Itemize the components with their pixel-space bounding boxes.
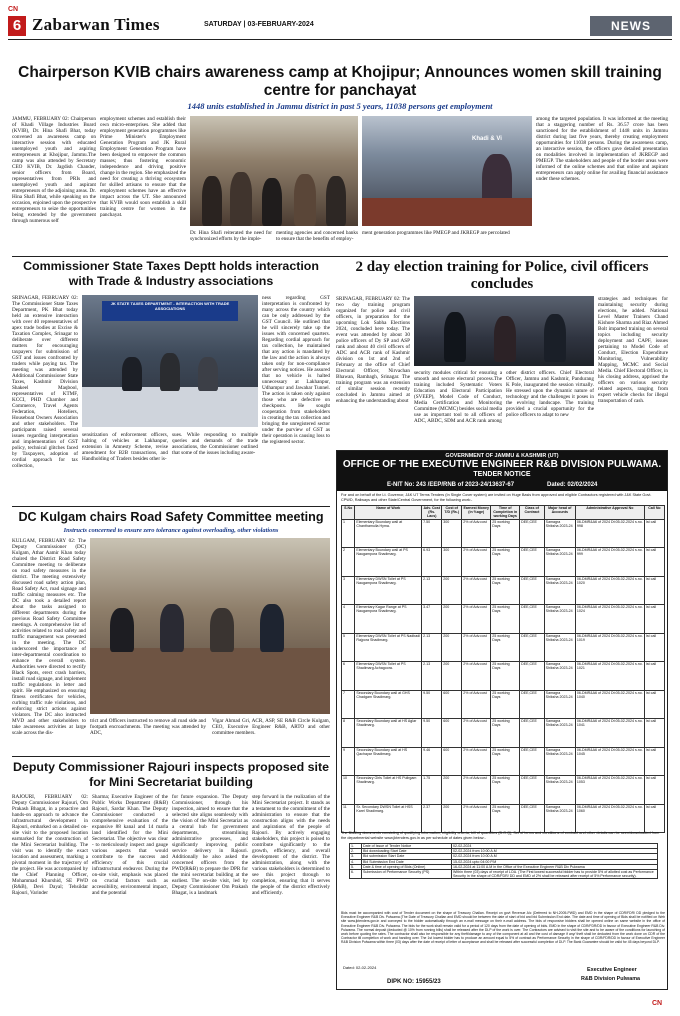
enit-date: Dated: 02/02/2024 bbox=[547, 482, 598, 488]
table-cell: 2 bbox=[342, 548, 355, 577]
schedule-cell: Date & time of opening of Bids (Online) bbox=[362, 864, 452, 869]
table-cell: 9.50 bbox=[422, 719, 442, 748]
table-cell: 200 bbox=[442, 662, 462, 691]
works-table bbox=[341, 505, 665, 833]
election-col-1: SRINAGAR, FEBRUARY 02: The two day training program organized for police and civil officers, in preparation for the upcoming Lok Sabha Elections 2024, concluded here today. The event was attended by about 30 police officers of Dy SP and ASP rank and about 40 civil officers of ADC and ACR rank of Kashmir division on 1st and 2nd of February at the office of Chief Electoral Officer, Nirvachan Bhawan, Rambagh, Srinagar. The training program was an extension of similar session recently concluded in Jammu aimed at enhancing the understanding about bbox=[336, 296, 410, 404]
schedule-cell: Bid submission Start Date bbox=[362, 854, 452, 859]
table-cell: Ist call bbox=[644, 519, 664, 548]
brand-logo: CN bbox=[8, 6, 19, 13]
schedule-table bbox=[349, 843, 658, 879]
table-cell: 3 bbox=[342, 576, 355, 605]
table-cell: DEE,CEE bbox=[520, 519, 545, 548]
table-cell: 06-DMR&A6 of 2024 Dt:05-02-2024 s.no. 1053 bbox=[575, 776, 644, 805]
official-figure bbox=[122, 357, 142, 391]
table-cell: Ist call bbox=[644, 747, 664, 776]
table-row bbox=[342, 747, 665, 776]
schedule-cell: 15-02-2024 upto 04:00 P.M bbox=[452, 859, 658, 864]
table-cell: 06-DMR&A6 of 2024 Dt:05-02-2024 s.no. 1041 bbox=[575, 719, 644, 748]
rajouri-col-4: step forward in the realization of the Mini Secretariat project. It stands as a testament to the commitment of the administration to ensure that the construction aligns with the needs and aspirations of the people of Rajouri. By actively engaging stakeholders, this project is poised to contribute significantly to the growth, efficiency, and overall development of the district. The administration, along with the various stakeholders is determined to see this project through to completion, ensuring that it serves the people of the district effectively and efficiently. bbox=[252, 794, 330, 896]
table-cell: 600 bbox=[442, 719, 462, 748]
signatory-office: R&B Division Pulwama bbox=[581, 976, 641, 982]
table-cell: Secondary Boundary wall at GHS Chadgam Shadimarg. bbox=[355, 690, 422, 719]
table-cell: Ist call bbox=[644, 576, 664, 605]
table-cell: 25 working Days bbox=[491, 747, 520, 776]
table-cell: 2.13 bbox=[422, 576, 442, 605]
table-cell: 10 bbox=[342, 776, 355, 805]
lead-col-4: menting agencies and concerned banks to ensure that the benefits of employ- bbox=[276, 230, 358, 242]
table-row bbox=[342, 804, 665, 833]
page-number-badge bbox=[8, 16, 26, 36]
schedule-cell: Bid Submission End Date bbox=[362, 859, 452, 864]
table-cell: 25 working Days bbox=[491, 776, 520, 805]
lead-photo-1 bbox=[190, 116, 358, 226]
table-cell: 2% of Adv.cost bbox=[462, 719, 491, 748]
table-cell: 1.75 bbox=[422, 776, 442, 805]
table-cell: 600 bbox=[442, 690, 462, 719]
table-cell: Ist call bbox=[644, 690, 664, 719]
table-cell: Elementary DWSN Toilet at PS Naugampora Shadimarg. bbox=[355, 576, 422, 605]
table-cell: 06-DMR&A6 of 2024 Dt:05-02-2024 s.no. 1021 bbox=[575, 662, 644, 691]
table-cell: 25 working Days bbox=[491, 548, 520, 577]
tax-headline: Commissioner State Taxes Deptt holds interaction with Trade & Industry associations bbox=[23, 259, 319, 288]
table-cell: 06-DMR&A6 of 2024 Dt:05-02-2024 s.no. 1045 bbox=[575, 747, 644, 776]
table-cell: 25 working Days bbox=[491, 804, 520, 833]
table-row bbox=[342, 519, 665, 548]
schedule-cell: 5. bbox=[350, 864, 362, 869]
table-cell: 200 bbox=[442, 776, 462, 805]
table-cell: 9.46 bbox=[422, 747, 442, 776]
masthead bbox=[8, 6, 672, 54]
table-cell: Sr. Secondary DWSN Toilet at HSS Karel Shadimarg. bbox=[355, 804, 422, 833]
table-cell: 11 bbox=[342, 804, 355, 833]
tax-col-1: SRINAGAR, FEBRUARY 02: The Commissioner State Taxes Department, PK Bhat today held an extensive interaction with over 40 representatives of apex trade bodies at Excise & Taxation Complex, Srinagar to deliberate over different matters for encouraging taxpayers for submission of GST and issues confronted by traders while paying tax. The meeting was attended by Additional Commissioner State Taxes, Kashmir Division Shakeel Maqbool, representatives of KTMF, KCCI, PHD Chamber and Commerce, Travel Agents Federation, Hoteliers, Houseboat Owners Association and other stakeholders. The participants raised several issues regarding interpretation and implementation of GST policy, technical glitches faced by Taxpayers, adoption of cordial approach for tax collection, bbox=[12, 295, 78, 469]
paper-name: Zabarwan Times bbox=[32, 15, 160, 34]
table-cell: Samagra Shiksha 2023-24 bbox=[544, 548, 575, 577]
table-cell: 200 bbox=[442, 633, 462, 662]
table-cell: 9.50 bbox=[422, 690, 442, 719]
conference-table bbox=[82, 387, 258, 427]
table-cell: 2.37 bbox=[422, 804, 442, 833]
kulgam-col-2: trict and Officers instructed to remove all road side and footpath encroachments. The meeting was attended by ADC, bbox=[90, 718, 206, 736]
trainer-figure bbox=[444, 312, 466, 362]
table-cell: 25 working Days bbox=[491, 519, 520, 548]
schedule-cell: Bid downloading Start Date bbox=[362, 849, 452, 854]
table-cell: Samagra Shiksha 2023-24 bbox=[544, 747, 575, 776]
dais-table bbox=[362, 198, 532, 226]
audience-figure bbox=[294, 174, 316, 226]
schedule-cell: Date of Issue of Tender Notice bbox=[362, 844, 452, 849]
election-headline: 2 day election training for Police, civil officers concludes bbox=[355, 259, 649, 292]
table-cell: DEE,CEE bbox=[520, 804, 545, 833]
masthead-rule bbox=[8, 39, 672, 40]
section-divider bbox=[12, 756, 330, 757]
table-row bbox=[342, 548, 665, 577]
schedule-cell: 3. bbox=[350, 854, 362, 859]
schedule-cell: 02-02-2024 from 10:00 A.M bbox=[452, 849, 658, 854]
table-cell: DEE,CEE bbox=[520, 776, 545, 805]
tender-title: TENDER NOTICE bbox=[473, 471, 531, 478]
schedule-row bbox=[350, 870, 658, 879]
table-cell: 2% of Adv.cost bbox=[462, 576, 491, 605]
schedule-cell: 2. bbox=[350, 849, 362, 854]
table-cell: Secondary Boundary wall at HS Qachayar Shadimarg. bbox=[355, 747, 422, 776]
official-figure bbox=[160, 353, 180, 391]
table-cell: Ist call bbox=[644, 633, 664, 662]
rajouri-col-2: Sharma; Executive Engineer of the Public Works Department (R&B) Rajouri, Sardar Khan. The Deputy Commissioner conducted a comprehensive evaluation of the expansive 88 kanal and 14 marla land identified for the Mini Secretariat. The objective was clear - to meticulously inspect and gauge various aspects that would contribute to the success and efficiency of this crucial infrastructural endeavor. During the on-site visit, emphasis was placed on crucial factors such as accessibility, environmental impact, and the potential bbox=[92, 794, 168, 896]
table-cell: Samagra Shiksha 2023-24 bbox=[544, 776, 575, 805]
works-table-header bbox=[342, 506, 665, 520]
table-cell: Samagra Shiksha 2023-24 bbox=[544, 690, 575, 719]
table-cell: 8 bbox=[342, 719, 355, 748]
meeting-table bbox=[90, 648, 330, 714]
official-figure bbox=[210, 608, 234, 652]
schedule-cell: 02-02-2024 bbox=[452, 844, 658, 849]
works-table-header-cell: S.No bbox=[342, 506, 355, 520]
works-table-header-cell: Major head of Accounts bbox=[544, 506, 575, 520]
table-cell: Samagra Shiksha 2023-24 bbox=[544, 633, 575, 662]
trainer-figure bbox=[544, 314, 566, 362]
lead-col-2: employment schemes and establish their own micro-enterprises. She added that employment generation programmes like Prime Minister's Employment Generation Program and JK Rural Employment Generation Program have been designed to empower the common masses; thus fostering economic independence and driving positive change in the region. She emphasized the need for creating a thriving ecosystem for skilled artisans to ensure that the employment schemes have an effective impact across the UT. She announced that KVIB would soon establish a skill training centre for women in the panchayat. bbox=[100, 116, 186, 218]
tax-photo bbox=[82, 295, 258, 427]
election-col-4: strategies and techniques for maintaining security during elections, he added. National Level Master Trainers Chand Kishore Sharma and Riaz Ahmed Bolt imparted training on several topics including security deployment and CAPF, issues pertaining to Model Code of Conduct, Election Expenditure Monitoring, Vulnerability Mapping, MCMC and Social Media. Chief Electoral Officer, in his closing address, apprised the officers on various security related aspects, ranging from expert vehicle checks for illegal transportation of cash. bbox=[598, 296, 668, 404]
kulgam-col-3: Vigar Ahmad Gri, ACR, ASP, SE R&B Circle Kulgam, CEO, Executive Engineer R&B, ARTO and other committee members. bbox=[212, 718, 330, 736]
table-cell: Ist call bbox=[644, 719, 664, 748]
table-cell: 25 working Days bbox=[491, 690, 520, 719]
table-cell: 2% of Adv.cost bbox=[462, 776, 491, 805]
audience-figure bbox=[230, 172, 252, 226]
table-cell: 4 bbox=[342, 605, 355, 634]
table-cell: 200 bbox=[442, 804, 462, 833]
dipk-number: DIPK NO: 15955/23 bbox=[387, 979, 441, 985]
table-cell: 2.13 bbox=[422, 633, 442, 662]
trainer-figure bbox=[494, 316, 516, 362]
table-cell: Samagra Shiksha 2023-24 bbox=[544, 804, 575, 833]
official-figure bbox=[260, 604, 284, 652]
rajouri-col-3: for future expansion. The Deputy Commissioner, through his inspection, aimed to ensure that the selected site aligns seamlessly with the vision of the Mini Secretariat as a central hub for government departments, streamlining administrative processes, and significantly improving public service delivery in Rajouri. Additionally he also asked the concerned officers from the PWD(R&B) to prepare the DPR for the mini secretariat building at the earliest. The on-site visit, led by Deputy Commissioner Om Prakash Bhagat, is a landmark bbox=[172, 794, 248, 896]
schedule-cell: Within three (03) days of receipt of LOA. (The First lowest successful bidder has to provide 5% of allotted cost as Performance Security in the shape of CDR/FDR/ DD and EMD of 2% shall be released after receipt of 5% Performance security). bbox=[452, 870, 658, 879]
table-cell: 2% of Adv.cost bbox=[462, 747, 491, 776]
works-table-header-cell: Cost of T/D (Rs.) bbox=[442, 506, 462, 520]
table-cell: 2% of Adv.cost bbox=[462, 804, 491, 833]
table-cell: 6 bbox=[342, 662, 355, 691]
table-cell: Samagra Shiksha 2023-24 bbox=[544, 576, 575, 605]
tax-col-2: sensitization of enforcement officers, halting of vehicles at Lakhanpur, extension in Amnesty Scheme, revise amendment for B2B transactions, and Handholding of Traders besides other is- bbox=[82, 432, 168, 462]
table-cell: 300 bbox=[442, 519, 462, 548]
table-cell: 25 working Days bbox=[491, 633, 520, 662]
table-cell: 06-DMR&A6 of 2024 Dt:05-02-2024 s.no. 1040 bbox=[575, 690, 644, 719]
issue-date: SATURDAY | 03-FEBRUARY-2024 bbox=[204, 21, 314, 28]
tender-note: The Bidding documents consisting of qualifying information, eligibility criteria, bill of quantities (B.O.Q), Set of terms and conditions of contract and other details can be seen/downloaded from the departmental website www.jktenders.gov.in as per schedule of dates given below:- bbox=[341, 831, 660, 840]
kulgam-headline: DC Kulgam chairs Road Safety Committee meeting bbox=[18, 510, 324, 524]
table-cell: Ist call bbox=[644, 548, 664, 577]
table-cell: 6.93 bbox=[422, 548, 442, 577]
office-name: OFFICE OF THE EXECUTIVE ENGINEER R&B DIVISION PULWAMA. bbox=[342, 459, 662, 470]
table-cell: DEE,CEE bbox=[520, 719, 545, 748]
table-row bbox=[342, 662, 665, 691]
table-cell: DEE,CEE bbox=[520, 662, 545, 691]
table-cell: 2.13 bbox=[422, 662, 442, 691]
table-cell: Samagra Shiksha 2023-24 bbox=[544, 719, 575, 748]
section-divider bbox=[12, 256, 668, 257]
schedule-cell: 02-02-2024 from 10:00 A.M bbox=[452, 854, 658, 859]
rajouri-headline: Deputy Commissioner Rajouri inspects proposed site for Mini Secretariat building bbox=[12, 760, 330, 789]
table-cell: Ist call bbox=[644, 662, 664, 691]
table-cell: 06-DMR&A6 of 2024 Dt:05-02-2024 s.no. 1024 bbox=[575, 605, 644, 634]
table-cell: DEE,CEE bbox=[520, 747, 545, 776]
works-table-header-cell: Name of Work bbox=[355, 506, 422, 520]
lead-col-6: among the targeted population. It was informed at the meeting that a staggering number of Rs. 36.57 crore has been sanctioned for the establishment of 1448 units in Jammu district during last five years, thereby creating employment opportunities for 11038 persons. During the awareness camp, an interactive session, the officers gave detailed presentation on modalities involved in implementation of JKREGP and PMEGP. The stakeholders and people of the border areas were informed of the online schemes and that online and aspirant entrepreneurs can apply online for availing financial assistance under these schemes. bbox=[536, 116, 668, 182]
table-cell: 7 bbox=[342, 690, 355, 719]
table-cell: 2% of Adv.cost bbox=[462, 662, 491, 691]
tender-notice bbox=[336, 450, 668, 990]
election-col-2: security modules critical for ensuring a smooth and secure electoral process.The training included Systematic Voters Education and Electoral Participation (SVEEP), Model Code of Conduct, Media Certification and Monitoring Committee (MCMC) besides social media use as important tool to all officers of ADC, ABDC, SDM and ACR rank among bbox=[414, 370, 502, 424]
table-cell: 5 bbox=[342, 633, 355, 662]
table-row bbox=[342, 576, 665, 605]
order-date: Dated: 02-02-2024 bbox=[343, 965, 377, 970]
table-row bbox=[342, 719, 665, 748]
lead-photo-2 bbox=[362, 116, 532, 226]
works-table-header-cell: Class of Contract bbox=[520, 506, 545, 520]
lead-col-5: ment generation programmes like PMEGP and JKREGP are percolated bbox=[362, 230, 510, 236]
table-cell: Secondary Girls Toilet at HS Pulirgam Shadimarg. bbox=[355, 776, 422, 805]
audience-figure bbox=[326, 176, 346, 226]
election-photo bbox=[414, 296, 594, 366]
table-cell: 300 bbox=[442, 548, 462, 577]
works-table-body bbox=[342, 519, 665, 833]
signatory-title: Executive Engineer bbox=[587, 967, 637, 973]
govt-name: GOVERNMENT OF JAMMU & KASHMIR (UT) bbox=[445, 453, 559, 459]
table-cell: 1 bbox=[342, 519, 355, 548]
tender-intro: For and on behalf of the Lt. Governor, J&K UT Terms Tenders (In Single Cover system) are invited on Huge Basis from approved and eligible Contractors registered with J&K State Govt. CPWD, Railways and other State/Central Government, for the following work:- bbox=[341, 493, 652, 502]
table-cell: 25 working Days bbox=[491, 605, 520, 634]
table-row bbox=[342, 776, 665, 805]
table-cell: Elementary Boundary wall at Chanthamulla Hyma. bbox=[355, 519, 422, 548]
table-cell: Elementary Kagar Range at PS Naugampora Shadimarg. bbox=[355, 605, 422, 634]
tax-col-3: sues. While responding to multiple queries and demands of the trade associations, the Commissioner outlined that some of the issues including aware- bbox=[172, 432, 258, 456]
tender-header bbox=[337, 451, 667, 491]
table-cell: 200 bbox=[442, 605, 462, 634]
lead-col-3: Dr. Hina Shafi reiterated the need for synchronized efforts by the imple- bbox=[190, 230, 272, 242]
kulgam-photo bbox=[90, 538, 330, 714]
kulgam-col-1: KULGAM, FEBRUARY 02: The Deputy Commissioner (DC) Kulgam, Athar Aamir Khan today chaired the District Road Safety Committee meeting to deliberate on road safety measures in the district. The meeting extensively discussed road safety action plan, Road Safety Act, road signage and traffic calming measures etc. The DC also took a detailed report about the tasks assigned to different departments during the previous Road Safety Committee meetings. A comprehensive list of activities related to road safety and traffic management was presented in the meeting. The DC underscored the importance of inter-departmental coordination to enhance the overall system. Authorities were directed to rectify Black Spots, erect crash barriers, install road signage, and implement traffic regulations in letter and spirit. He emphasized on ensuring fitness certificates for vehicles, curbing traffic rule violations, and enforcing strict actions against violators. The DC also instructed MVD and other stakeholders to take awareness activities at large scale across the dis- bbox=[12, 538, 86, 736]
table-row bbox=[342, 605, 665, 634]
table-cell: 25 working Days bbox=[491, 576, 520, 605]
footer-logo: CN bbox=[652, 1000, 663, 1007]
table-cell: 06-DMR&A6 of 2024 Dt:05-02-2024 s.no. 999 bbox=[575, 548, 644, 577]
works-table-header-cell: Administrative Approval No bbox=[575, 506, 644, 520]
table-cell: Samagra Shiksha 2023-24 bbox=[544, 519, 575, 548]
rajouri-col-1: RAJOURI, FEBRUARY 02: Deputy Commissioner Rajouri, Om Prakash Bhagat, in a proactive and hands-on approach to advance the infrastructural development in Rajouri, embarked on a detailed on-site visit to the proposed location earmarked for the construction of the Mini Secretariat building. The visit was to identify the exact location and assessment, marking a pivotal moment in the trajectory of the project. He was accompanied by the Chief Planning Officer, Mohammad Khurshid, SE PWD (R&B), Devi Dayal; Tehsildar Rajouri, Varinder bbox=[12, 794, 88, 896]
table-cell: Elementary Boundary wall at PS Naugampora Shadimarg. bbox=[355, 548, 422, 577]
works-table-header-cell: Earnest Money (in %age) bbox=[462, 506, 491, 520]
page-number: 6 bbox=[12, 17, 22, 34]
lead-col-1: JAMMU, FEBRUARY 02: Chairperson of Khadi Village Industries Board (KVIB), Dr. Hina Shafi Bhat, today convened an awareness camp on interactive session with educated unemployed youth and aspiring entrepreneurs at Khojipur, Jammu.The camp was also attended by Secretary CEO KVIB, Dr. Jagdish Chander, senior officers from Board, representatives from PRIs and unemployed youth and aspirant entrepreneurs of the adjoining areas. Dr. Hina Shafi Bhat, while speaking on the occasion, enjoined upon the prospective entrepreneurs to seize the opportunities being extended by the government through numerous self bbox=[12, 116, 96, 224]
table-cell: Elementary DWSN Toilet at PS Nadbadi Rajpora Shadimarg. bbox=[355, 633, 422, 662]
table-cell: DEE,CEE bbox=[520, 605, 545, 634]
schedule-cell: 16-02-2024 at 11:00 A.M in the Office of the Executive Engineer R&B Div Pulwama bbox=[452, 864, 658, 869]
table-cell: 06-DMR&A6 of 2024 Dt:05-02-2024 s.no. 1020 bbox=[575, 576, 644, 605]
table-cell: Samagra Shiksha 2023-24 bbox=[544, 662, 575, 691]
works-table-header-cell: Call No bbox=[644, 506, 664, 520]
table-cell: Samagra Shiksha 2023-24 bbox=[544, 605, 575, 634]
table-cell: Ist call bbox=[644, 605, 664, 634]
table-cell: 2% of Adv.cost bbox=[462, 519, 491, 548]
table-cell: 9 bbox=[342, 747, 355, 776]
election-col-3: other district officers. Chief Electoral Officer, Jammu and Kashmir, Pandurang K Pole, inaugurated the session virtually. He stressed upon the dynamic nature of technology and the challenges it poses in the evolving landscape. The training provided a crucial opportunity for the police officers to adapt to new bbox=[506, 370, 594, 418]
table-row bbox=[342, 633, 665, 662]
table-cell: 2% of Adv.cost bbox=[462, 605, 491, 634]
schedule-cell: Submission of Performance Security (PS) bbox=[362, 870, 452, 879]
table-cell: DEE,CEE bbox=[520, 690, 545, 719]
table-cell: 25 working Days bbox=[491, 719, 520, 748]
table-cell: 3.47 bbox=[422, 605, 442, 634]
lead-subhead: 1448 units established in Jammu district in past 5 years, 11038 persons get employment bbox=[187, 101, 493, 111]
table-cell: DEE,CEE bbox=[520, 548, 545, 577]
lead-headline: Chairperson KVIB chairs awareness camp at Khojipur; Announces women skill training centre for panchayat bbox=[18, 64, 662, 99]
section-label: NEWS bbox=[590, 16, 672, 36]
schedule-cell: 6. bbox=[350, 870, 362, 879]
tax-col-4: ness regarding GST interpretation is confronted by many across the country which can be only addressed by the GST Council. He outlined that he will sincerely take up the issues with concerned quarters. Regarding cordial approach for tax collection, he maintained that any action is mandated by the law and the action is always taken only for non-compliance after serving notices. He assured that no vehicle is halted unnecessary at Lakhanpur, Udhampur and Jawahar Tunnel. The action is taken only against those who are defective on checkposts. He sought cooperation from stakeholders in creating the tax collection and bringing the unregistered sector under the purview of GST as their operation is causing loss to the registered sector. bbox=[262, 295, 330, 445]
table-cell: DEE,CEE bbox=[520, 576, 545, 605]
audience-figure bbox=[202, 176, 222, 226]
table-cell: Elementary DWSN Toilet at PS Shadimarg Achagoora. bbox=[355, 662, 422, 691]
table-cell: DEE,CEE bbox=[520, 633, 545, 662]
table-cell: 600 bbox=[442, 747, 462, 776]
works-table-header-cell: Adv. Cost (Rs. Lacs) bbox=[423, 506, 440, 519]
official-figure bbox=[160, 604, 184, 652]
table-row bbox=[342, 690, 665, 719]
works-table-header-cell: Time of Completion in working Days bbox=[491, 506, 520, 520]
table-cell: 06-DMR&A6 of 2024 Dt:05-02-2024 s.no. 998 bbox=[575, 519, 644, 548]
table-cell: 2% of Adv.cost bbox=[462, 633, 491, 662]
table-cell: 06-DMR&A6 of 2024 Dt:05-02-2024 s.no. 1019 bbox=[575, 633, 644, 662]
section-divider bbox=[12, 506, 330, 507]
table-cell: 06-DMR&A6 of 2024 Dt:05-02-2024 s.no. 1060 bbox=[575, 804, 644, 833]
kulgam-subhead: Instructs concerned to ensure zero tolerance against overloading, other violations bbox=[63, 527, 279, 534]
table-cell: 7.50 bbox=[422, 519, 442, 548]
meeting-banner: JK STATE TAXES DEPARTMENT - INTERACTION WITH TRADE ASSOCIATIONS bbox=[102, 301, 238, 321]
official-figure bbox=[110, 608, 134, 652]
table-cell: 2% of Adv.cost bbox=[462, 548, 491, 577]
table-cell: Secondary Boundary wall at HS Aglar Shadimarg. bbox=[355, 719, 422, 748]
table-cell: Ist call bbox=[644, 804, 664, 833]
audience-figure bbox=[262, 178, 282, 226]
table-cell: 2% of Adv.cost bbox=[462, 690, 491, 719]
table-cell: 25 working Days bbox=[491, 662, 520, 691]
schedule-cell: 1. bbox=[350, 844, 362, 849]
backdrop-sign: Khadi & Vi bbox=[472, 136, 502, 142]
table-cell: 200 bbox=[442, 576, 462, 605]
schedule-cell: 4. bbox=[350, 859, 362, 864]
enit-number: E-NIT No: 243 /EEP/RNB of 2023-24/13637-67 bbox=[387, 482, 515, 488]
tender-conditions: Bids must be accompanied with cost of Tender document on the shape of Treasury Challan. Receipt on govt Revenue A/c (Deferred to NH-2005-PWD) and EMD in the shape of CDR/FDR/ DD pledged to the Executive Engineer R&B Div. Pulwama (The Date of Treasury Challan and EMD should be between the date of start of bid and bid Submission End date. The date and time of opening of Bids shall be notified on Web site www.jktenders.gov.in and conveyed to the bidder automatically through an e-mail message on their e-mail address. The bids of responsive bidders shall be opened online on same website in the office of Executive Engineer R&B Div. Pulwama. The bids for the work shall remain valid for a period of 120 days from the date of opening of bids. EMD in the shape of CDR/FDR/DD in favour of Executive Engineer R&B Div. Pulwama. The normal deposit (deducted @ 10% from running bills) shall be released after the DLP of the work is over. The Contractors are advised to visit the site and to be aware of the conditions for launching of work before quoting the rates. The contractor shall also be responsible for any theft/damage to any of the component at all and the cost of damage if any/ theft shall be deducted from the work done on CDR of the Contractor till completion of work and handing over. The 1st lowest bidder has to produce an amount equal to 5% of contract as Performance Security in the shape of CDR/FDR/DD in favour of Executive Engineer R&B Division Pulwama within three (03) days after the date of receipt of letter of acceptance and shall be released after successful completion of DLP. The Bank Guarantee should be valid for 45 days beyond DLP. bbox=[341, 911, 665, 945]
table-cell: Ist call bbox=[644, 776, 664, 805]
official-figure bbox=[198, 357, 218, 391]
